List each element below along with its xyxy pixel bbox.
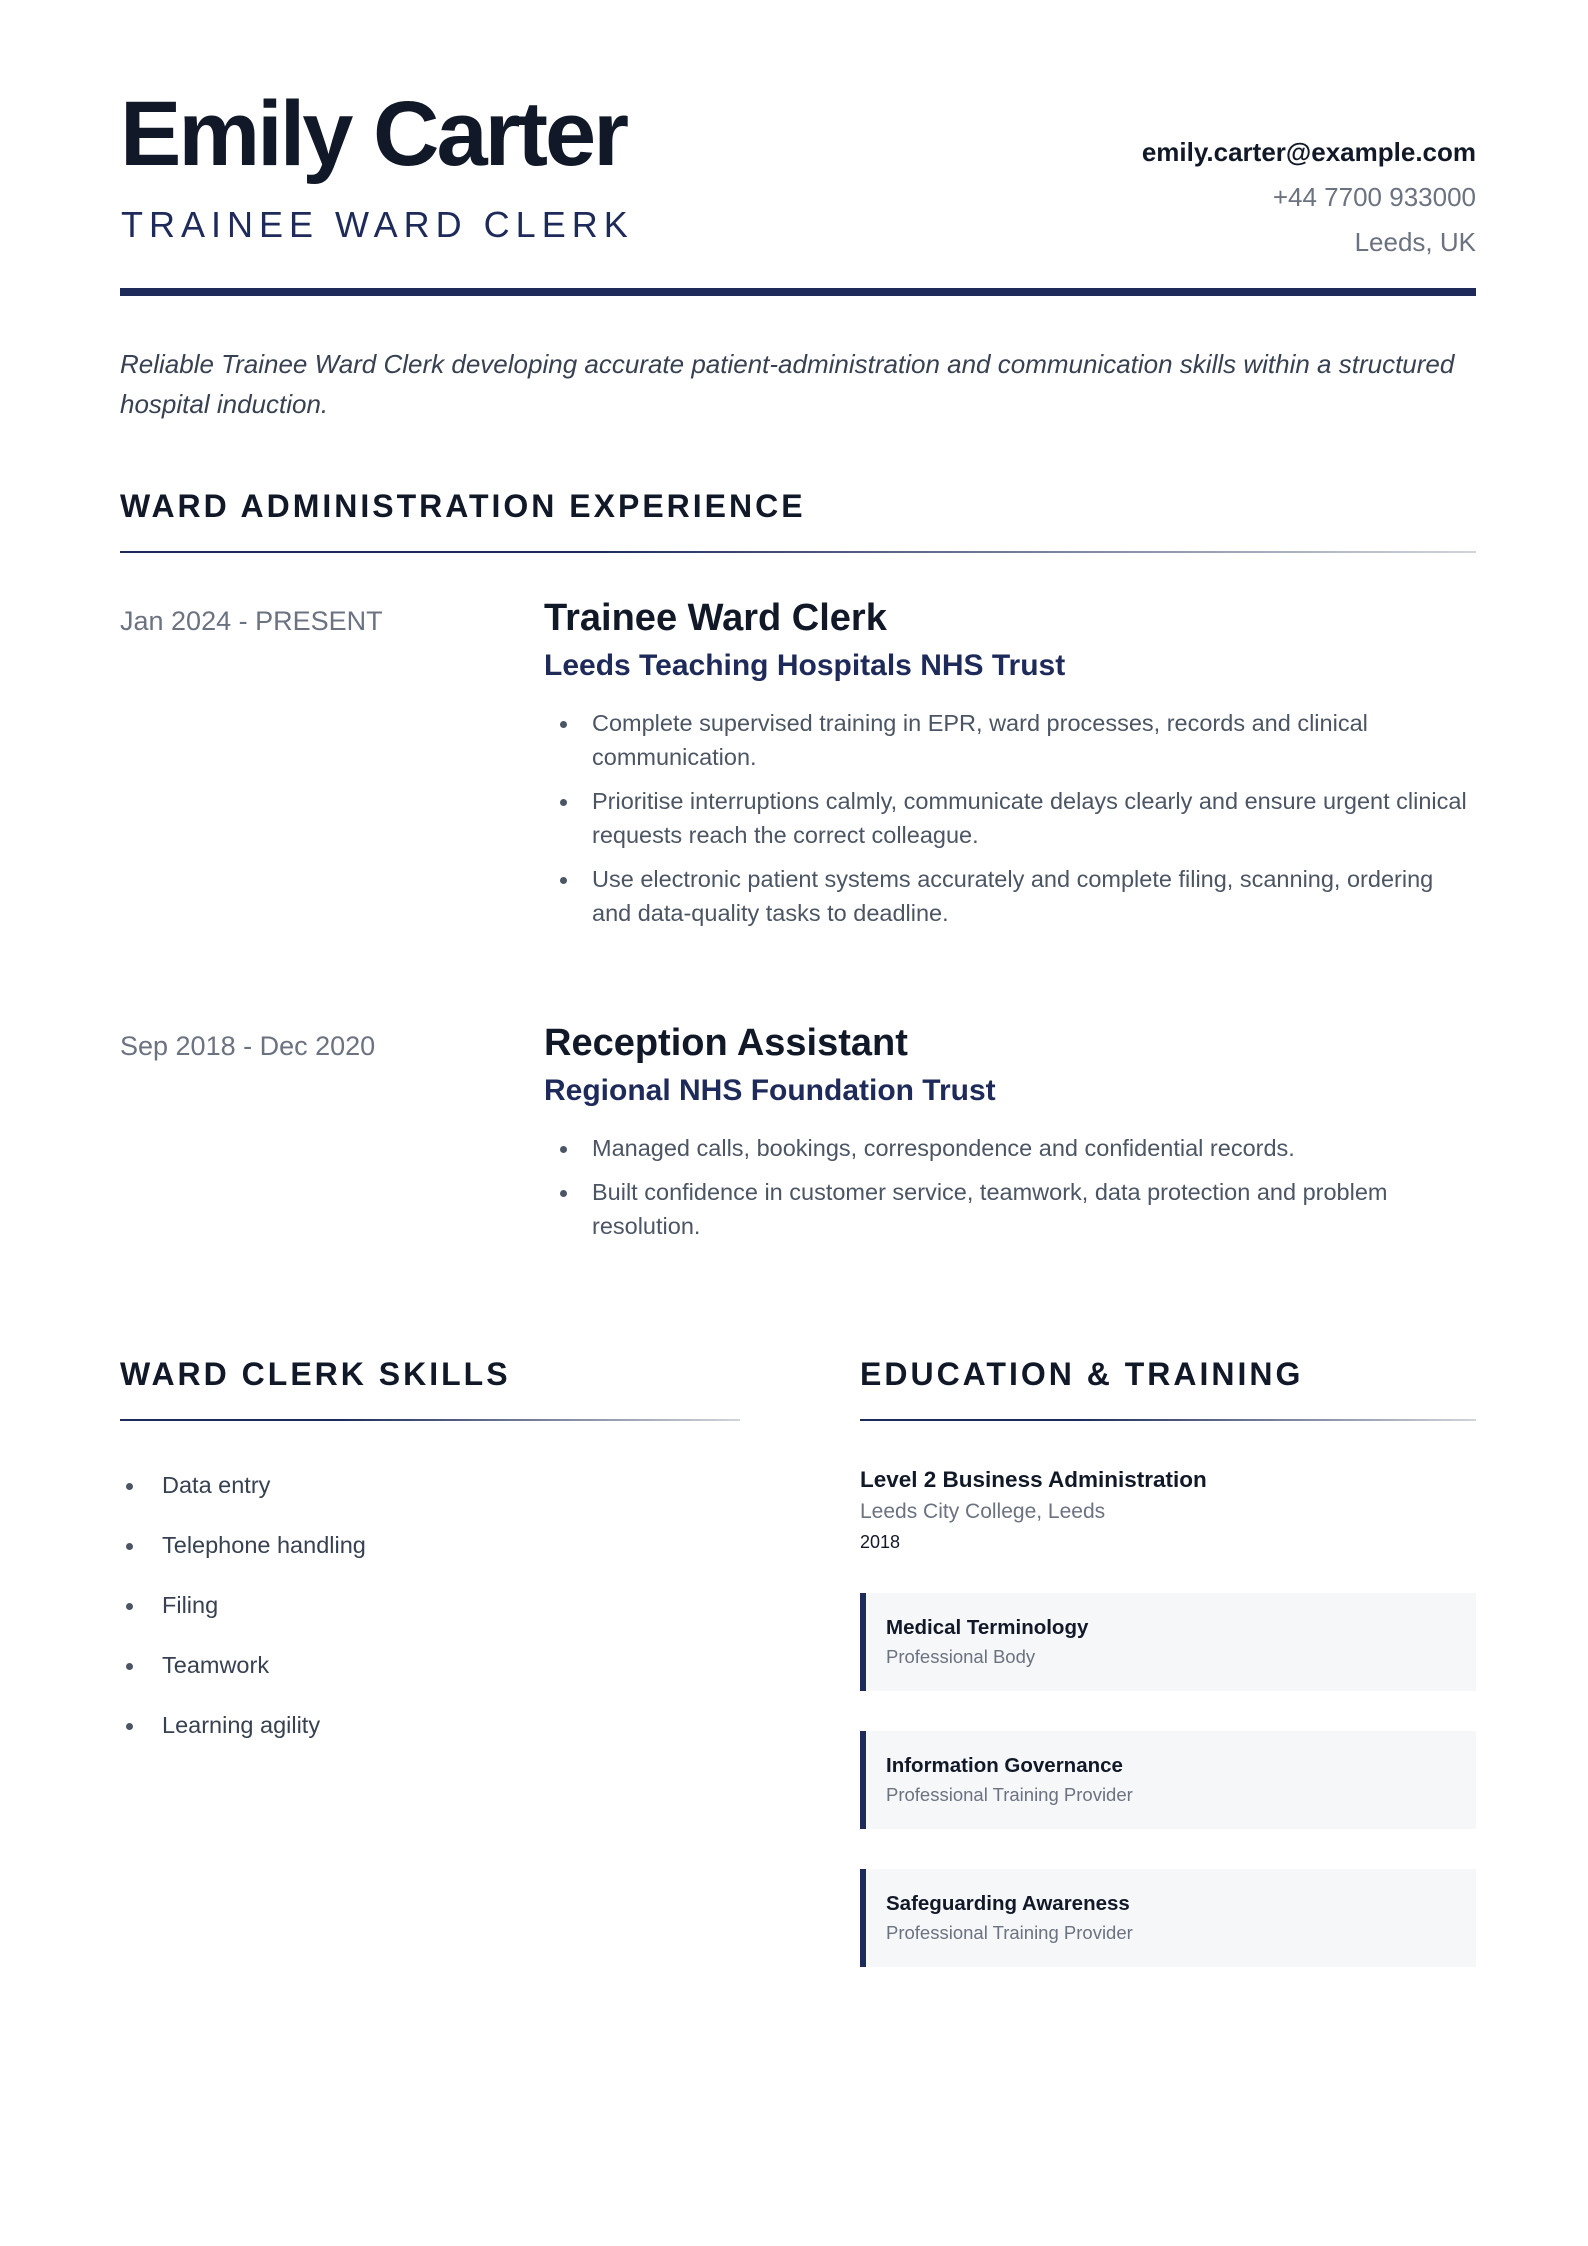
certification-issuer: Professional Training Provider bbox=[886, 1922, 1133, 1943]
job-title: Reception Assistant bbox=[544, 1022, 908, 1064]
skill-item: Filing bbox=[120, 1588, 366, 1648]
candidate-name: Emily Carter bbox=[120, 83, 627, 185]
contact-location: Leeds, UK bbox=[1354, 227, 1476, 257]
skill-item: Learning agility bbox=[120, 1708, 366, 1768]
certification-card bbox=[860, 1593, 1476, 1691]
certification-issuer: Professional Body bbox=[886, 1646, 1036, 1667]
certification-title: Information Governance bbox=[886, 1754, 1123, 1777]
degree-entry bbox=[860, 1464, 1476, 1556]
job-organization: Leeds Teaching Hospitals NHS Trust bbox=[544, 649, 1066, 682]
certification-card bbox=[860, 1869, 1476, 1967]
job-bullets bbox=[544, 706, 1476, 930]
job-bullet: Complete supervised training in EPR, ward processes, records and clinical communication. bbox=[544, 706, 1476, 774]
skills-list bbox=[120, 1468, 366, 1768]
job-bullet: Use electronic patient systems accurately and complete filing, scanning, ordering and data-quality tasks to deadline. bbox=[544, 862, 1476, 930]
header-divider bbox=[120, 288, 1476, 296]
job-entry bbox=[544, 1019, 1476, 1253]
skill-item: Telephone handling bbox=[120, 1528, 366, 1588]
job-bullet: Managed calls, bookings, correspondence and confidential records. bbox=[544, 1131, 1476, 1165]
education-divider bbox=[860, 1419, 1476, 1421]
candidate-role: TRAINEE WARD CLERK bbox=[121, 204, 634, 245]
degree-title: Level 2 Business Administration bbox=[860, 1467, 1207, 1492]
contact-phone[interactable]: +44 7700 933000 bbox=[1272, 182, 1476, 212]
certification-issuer: Professional Training Provider bbox=[886, 1784, 1133, 1805]
experience-heading: WARD ADMINISTRATION EXPERIENCE bbox=[120, 488, 806, 524]
job-bullets bbox=[544, 1131, 1476, 1243]
degree-institution: Leeds City College, Leeds bbox=[860, 1500, 1106, 1523]
job-dates: Sep 2018 - Dec 2020 bbox=[120, 1031, 376, 1061]
degree-year: 2018 bbox=[860, 1532, 901, 1552]
job-organization: Regional NHS Foundation Trust bbox=[544, 1074, 996, 1107]
job-dates: Jan 2024 - PRESENT bbox=[120, 606, 383, 636]
certification-title: Medical Terminology bbox=[886, 1616, 1089, 1639]
profile-summary: Reliable Trainee Ward Clerk developing accurate patient-administration and communication skills within a structured hospital induction. bbox=[120, 349, 1455, 419]
education-heading: EDUCATION & TRAINING bbox=[860, 1356, 1304, 1392]
skill-item: Teamwork bbox=[120, 1648, 366, 1708]
job-title: Trainee Ward Clerk bbox=[544, 597, 887, 639]
experience-divider bbox=[120, 551, 1476, 553]
job-bullet: Built confidence in customer service, teamwork, data protection and problem resolution. bbox=[544, 1175, 1476, 1243]
skills-heading: WARD CLERK SKILLS bbox=[120, 1356, 511, 1392]
job-bullet: Prioritise interruptions calmly, communicate delays clearly and ensure urgent clinical requests reach the correct colleague. bbox=[544, 784, 1476, 852]
certification-title: Safeguarding Awareness bbox=[886, 1892, 1130, 1915]
contact-block bbox=[1142, 130, 1476, 265]
contact-email[interactable]: emily.carter@example.com bbox=[1141, 137, 1476, 167]
certification-card bbox=[860, 1731, 1476, 1829]
skills-divider bbox=[120, 1419, 740, 1421]
job-entry bbox=[544, 594, 1476, 940]
skill-item: Data entry bbox=[120, 1468, 366, 1528]
